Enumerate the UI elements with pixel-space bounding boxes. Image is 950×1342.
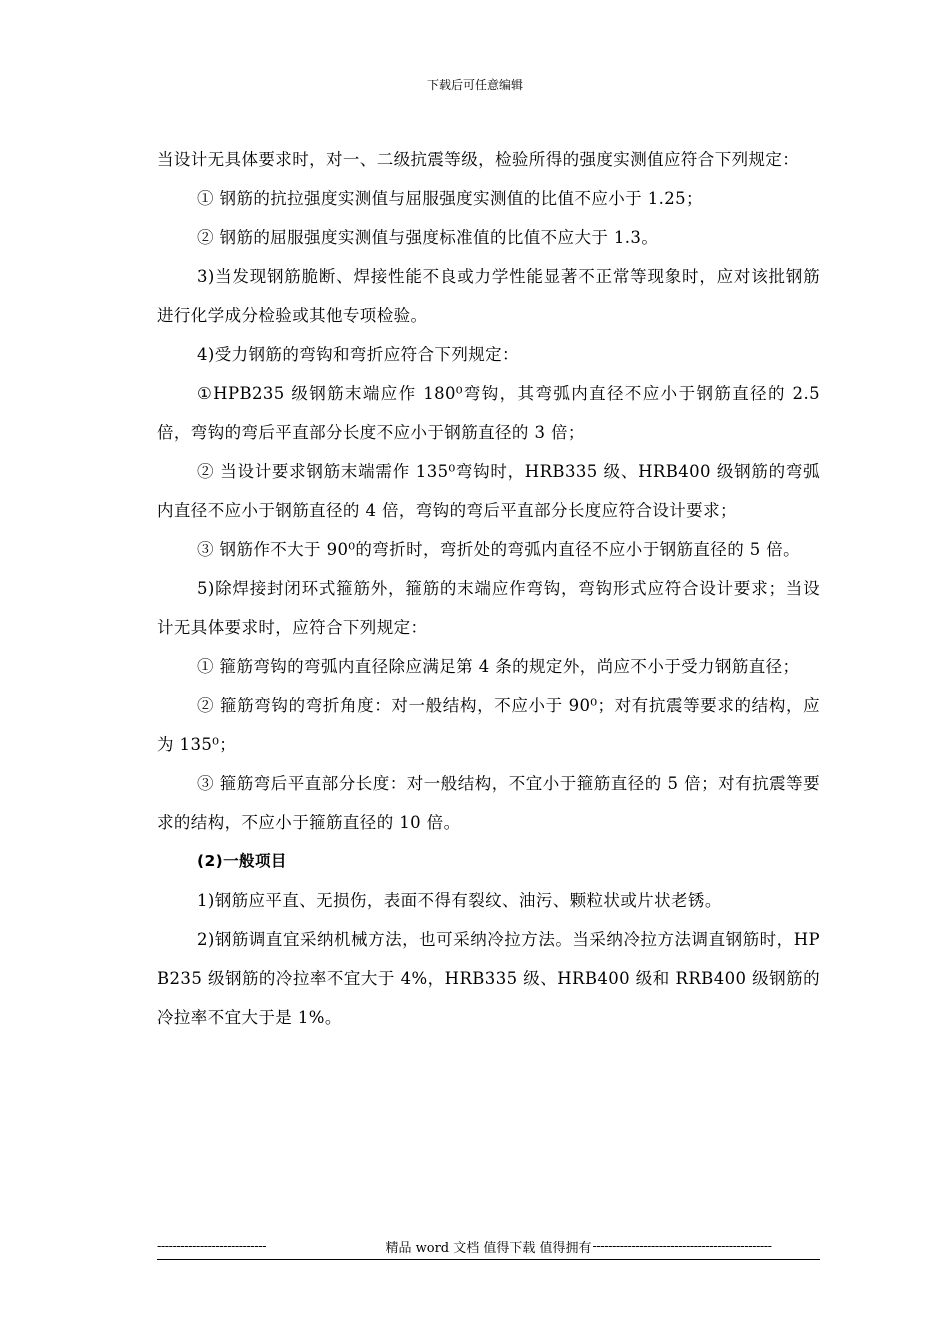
paragraph-1: 当设计无具体要求时，对一、二级抗震等级，检验所得的强度实测值应符合下列规定： [157,150,800,169]
paragraph-14: 1)钢筋应平直、无损伤，表面不得有裂纹、油污、颗粒状或片状老锈。 [197,891,722,910]
paragraph-10: ① 箍筋弯钩的弯弧内直径除应满足第 4 条的规定外，尚应不小于受力钢筋直径； [197,657,800,676]
footer-rule [157,1259,820,1260]
section-heading: (2)一般项目 [197,852,287,870]
footer [157,1237,820,1256]
paragraph-6: ①HPB235 级钢筋末端应作 180⁰弯钩，其弯弧内直径不应小于钢筋直径的 2.5 倍，弯钩的弯后平直部分长度不应小于钢筋直径的 3 倍； [157,384,820,442]
paragraph-5: 4)受力钢筋的弯钩和弯折应符合下列规定： [197,345,519,364]
header-note: 下载后可任意编辑 [426,78,523,92]
footer-right-dashes: ---------------------------------------------- [592,1239,772,1254]
paragraph-4: 3)当发现钢筋脆断、焊接性能不良或力学性能显著不正常等现象时，应对该批钢筋进行化学成分检验或其他专项检验。 [157,267,820,325]
paragraph-15: 2)钢筋调直宜采纳机械方法，也可采纳冷拉方法。当采纳冷拉方法调直钢筋时，HPB235 级钢筋的冷拉率不宜大于 4%，HRB335 级、HRB400 级和 RRB400 级钢筋的冷拉率不宜大于是 1%。 [157,930,820,1027]
footer-text: 精品 word 文档 值得下载 值得拥有 [385,1241,592,1256]
paragraph-7: ② 当设计要求钢筋末端需作 135⁰弯钩时，HRB335 级、HRB400 级钢筋的弯弧内直径不应小于钢筋直径的 4 倍，弯钩的弯后平直部分长度应符合设计要求； [157,462,820,520]
paragraph-12: ③ 箍筋弯后平直部分长度：对一般结构，不宜小于箍筋直径的 5 倍；对有抗震等要求的结构，不应小于箍筋直径的 10 倍。 [157,774,820,832]
document-body [157,140,820,1037]
paragraph-9: 5)除焊接封闭环式箍筋外，箍筋的末端应作弯钩，弯钩形式应符合设计要求；当设计无具体要求时，应符合下列规定： [157,579,820,637]
footer-left-dashes: ---------------------------- [157,1239,266,1254]
paragraph-3: ② 钢筋的屈服强度实测值与强度标准值的比值不应大于 1.3。 [197,228,659,247]
paragraph-2: ① 钢筋的抗拉强度实测值与屈服强度实测值的比值不应小于 1.25； [197,189,703,208]
paragraph-11: ② 箍筋弯钩的弯折角度：对一般结构，不应小于 90⁰；对有抗震等要求的结构，应为 135⁰； [157,696,820,754]
paragraph-8: ③ 钢筋作不大于 90⁰的弯折时，弯折处的弯弧内直径不应小于钢筋直径的 5 倍。 [197,540,801,559]
